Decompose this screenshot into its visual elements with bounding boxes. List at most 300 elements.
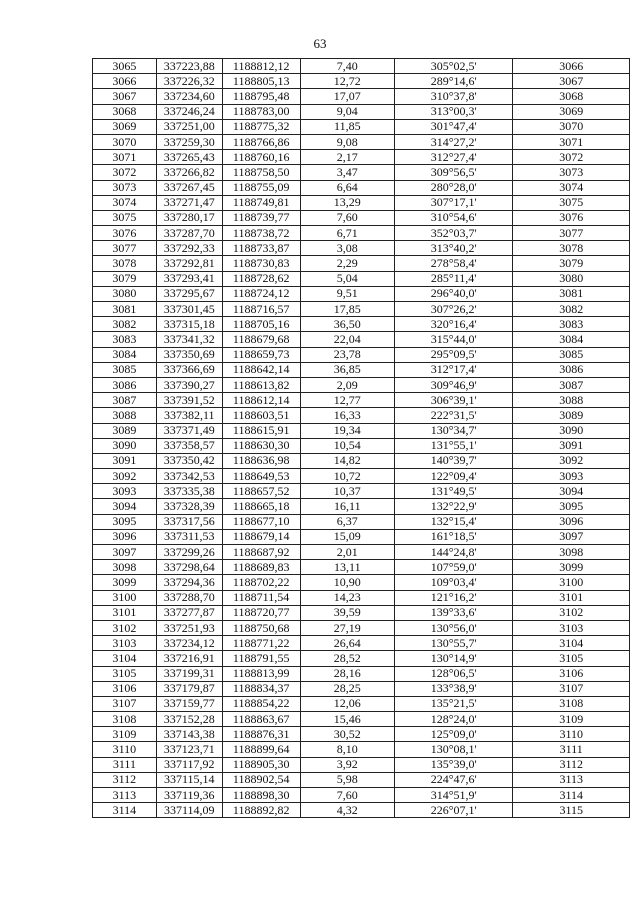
table-row: [93, 332, 630, 347]
point-from-cell: 3082: [93, 317, 157, 332]
table-row: [93, 180, 630, 195]
bearing-cell: 289°14,6': [394, 74, 513, 89]
x-coordinate-cell: 337311,53: [156, 529, 222, 544]
point-from-cell: 3074: [93, 195, 157, 210]
bearing-cell: 125°09,0': [394, 727, 513, 742]
x-coordinate-cell: 337350,42: [156, 453, 222, 468]
table-row: [93, 742, 630, 757]
bearing-cell: 130°34,7': [394, 423, 513, 438]
point-from-cell: 3111: [93, 757, 157, 772]
y-coordinate-cell: 1188876,31: [222, 727, 300, 742]
x-coordinate-cell: 337292,33: [156, 241, 222, 256]
distance-cell: 19,34: [300, 423, 394, 438]
point-from-cell: 3088: [93, 408, 157, 423]
y-coordinate-cell: 1188739,77: [222, 210, 300, 225]
table-row: [93, 499, 630, 514]
point-to-cell: 3095: [513, 499, 630, 514]
distance-cell: 7,60: [300, 210, 394, 225]
table-row: [93, 74, 630, 89]
point-from-cell: 3070: [93, 134, 157, 149]
distance-cell: 17,85: [300, 302, 394, 317]
x-coordinate-cell: 337287,70: [156, 226, 222, 241]
y-coordinate-cell: 1188834,37: [222, 681, 300, 696]
distance-cell: 3,47: [300, 165, 394, 180]
point-from-cell: 3087: [93, 393, 157, 408]
point-to-cell: 3093: [513, 469, 630, 484]
distance-cell: 10,72: [300, 469, 394, 484]
point-from-cell: 3065: [93, 59, 157, 74]
x-coordinate-cell: 337119,36: [156, 788, 222, 803]
bearing-cell: 278°58,4': [394, 256, 513, 271]
point-to-cell: 3087: [513, 377, 630, 392]
point-to-cell: 3081: [513, 286, 630, 301]
x-coordinate-cell: 337295,67: [156, 286, 222, 301]
table-row: [93, 393, 630, 408]
table-row: [93, 302, 630, 317]
bearing-cell: 285°11,4': [394, 271, 513, 286]
distance-cell: 12,77: [300, 393, 394, 408]
distance-cell: 26,64: [300, 636, 394, 651]
bearing-cell: 307°17,1': [394, 195, 513, 210]
x-coordinate-cell: 337152,28: [156, 712, 222, 727]
bearing-cell: 130°08,1': [394, 742, 513, 757]
table-row: [93, 651, 630, 666]
point-from-cell: 3089: [93, 423, 157, 438]
table-row: [93, 241, 630, 256]
x-coordinate-cell: 337371,49: [156, 423, 222, 438]
distance-cell: 9,04: [300, 104, 394, 119]
point-from-cell: 3066: [93, 74, 157, 89]
x-coordinate-cell: 337259,30: [156, 134, 222, 149]
point-from-cell: 3095: [93, 514, 157, 529]
distance-cell: 8,10: [300, 742, 394, 757]
point-to-cell: 3091: [513, 438, 630, 453]
bearing-cell: 312°27,4': [394, 150, 513, 165]
point-from-cell: 3101: [93, 605, 157, 620]
point-to-cell: 3082: [513, 302, 630, 317]
point-from-cell: 3097: [93, 545, 157, 560]
distance-cell: 11,85: [300, 119, 394, 134]
point-from-cell: 3086: [93, 377, 157, 392]
point-from-cell: 3078: [93, 256, 157, 271]
distance-cell: 2,17: [300, 150, 394, 165]
bearing-cell: 135°21,5': [394, 696, 513, 711]
table-row: [93, 590, 630, 605]
point-to-cell: 3114: [513, 788, 630, 803]
point-from-cell: 3093: [93, 484, 157, 499]
x-coordinate-cell: 337267,45: [156, 180, 222, 195]
y-coordinate-cell: 1188630,30: [222, 438, 300, 453]
y-coordinate-cell: 1188775,32: [222, 119, 300, 134]
distance-cell: 27,19: [300, 620, 394, 635]
distance-cell: 12,06: [300, 696, 394, 711]
point-from-cell: 3108: [93, 712, 157, 727]
y-coordinate-cell: 1188728,62: [222, 271, 300, 286]
distance-cell: 16,11: [300, 499, 394, 514]
distance-cell: 2,29: [300, 256, 394, 271]
point-to-cell: 3066: [513, 59, 630, 74]
y-coordinate-cell: 1188716,57: [222, 302, 300, 317]
bearing-cell: 109°03,4': [394, 575, 513, 590]
point-from-cell: 3092: [93, 469, 157, 484]
point-from-cell: 3067: [93, 89, 157, 104]
table-row: [93, 545, 630, 560]
point-from-cell: 3113: [93, 788, 157, 803]
x-coordinate-cell: 337298,64: [156, 560, 222, 575]
x-coordinate-cell: 337266,82: [156, 165, 222, 180]
x-coordinate-cell: 337271,47: [156, 195, 222, 210]
table-row: [93, 226, 630, 241]
y-coordinate-cell: 1188758,50: [222, 165, 300, 180]
table-row: [93, 134, 630, 149]
y-coordinate-cell: 1188657,52: [222, 484, 300, 499]
bearing-cell: 128°24,0': [394, 712, 513, 727]
bearing-cell: 132°22,9': [394, 499, 513, 514]
table-row: [93, 529, 630, 544]
x-coordinate-cell: 337350,69: [156, 347, 222, 362]
bearing-cell: 352°03,7': [394, 226, 513, 241]
x-coordinate-cell: 337315,18: [156, 317, 222, 332]
distance-cell: 30,52: [300, 727, 394, 742]
point-to-cell: 3101: [513, 590, 630, 605]
x-coordinate-cell: 337288,70: [156, 590, 222, 605]
point-from-cell: 3073: [93, 180, 157, 195]
x-coordinate-cell: 337123,71: [156, 742, 222, 757]
point-from-cell: 3106: [93, 681, 157, 696]
y-coordinate-cell: 1188705,16: [222, 317, 300, 332]
x-coordinate-cell: 337292,81: [156, 256, 222, 271]
distance-cell: 5,98: [300, 772, 394, 787]
point-from-cell: 3090: [93, 438, 157, 453]
distance-cell: 14,82: [300, 453, 394, 468]
x-coordinate-cell: 337159,77: [156, 696, 222, 711]
table-body: [93, 59, 630, 818]
distance-cell: 39,59: [300, 605, 394, 620]
point-to-cell: 3108: [513, 696, 630, 711]
point-to-cell: 3072: [513, 150, 630, 165]
x-coordinate-cell: 337280,17: [156, 210, 222, 225]
bearing-cell: 313°00,3': [394, 104, 513, 119]
distance-cell: 3,92: [300, 757, 394, 772]
point-to-cell: 3099: [513, 560, 630, 575]
x-coordinate-cell: 337179,87: [156, 681, 222, 696]
point-from-cell: 3071: [93, 150, 157, 165]
table-row: [93, 484, 630, 499]
y-coordinate-cell: 1188863,67: [222, 712, 300, 727]
table-row: [93, 681, 630, 696]
x-coordinate-cell: 337143,38: [156, 727, 222, 742]
bearing-cell: 130°56,0': [394, 620, 513, 635]
point-to-cell: 3110: [513, 727, 630, 742]
distance-cell: 10,37: [300, 484, 394, 499]
point-to-cell: 3107: [513, 681, 630, 696]
y-coordinate-cell: 1188613,82: [222, 377, 300, 392]
y-coordinate-cell: 1188687,92: [222, 545, 300, 560]
y-coordinate-cell: 1188636,98: [222, 453, 300, 468]
point-to-cell: 3102: [513, 605, 630, 620]
x-coordinate-cell: 337251,93: [156, 620, 222, 635]
point-from-cell: 3084: [93, 347, 157, 362]
distance-cell: 17,07: [300, 89, 394, 104]
y-coordinate-cell: 1188791,55: [222, 651, 300, 666]
bearing-cell: 132°15,4': [394, 514, 513, 529]
x-coordinate-cell: 337251,00: [156, 119, 222, 134]
bearing-cell: 314°51,9': [394, 788, 513, 803]
y-coordinate-cell: 1188615,91: [222, 423, 300, 438]
x-coordinate-cell: 337328,39: [156, 499, 222, 514]
x-coordinate-cell: 337382,11: [156, 408, 222, 423]
point-to-cell: 3070: [513, 119, 630, 134]
point-to-cell: 3080: [513, 271, 630, 286]
distance-cell: 5,04: [300, 271, 394, 286]
bearing-cell: 133°38,9': [394, 681, 513, 696]
x-coordinate-cell: 337277,87: [156, 605, 222, 620]
table-row: [93, 438, 630, 453]
x-coordinate-cell: 337265,43: [156, 150, 222, 165]
bearing-cell: 222°31,5': [394, 408, 513, 423]
distance-cell: 22,04: [300, 332, 394, 347]
distance-cell: 28,16: [300, 666, 394, 681]
y-coordinate-cell: 1188805,13: [222, 74, 300, 89]
table-row: [93, 347, 630, 362]
y-coordinate-cell: 1188738,72: [222, 226, 300, 241]
point-to-cell: 3097: [513, 529, 630, 544]
point-from-cell: 3081: [93, 302, 157, 317]
page-number: 63: [313, 36, 327, 51]
bearing-cell: 310°37,8': [394, 89, 513, 104]
x-coordinate-cell: 337199,31: [156, 666, 222, 681]
table-row: [93, 165, 630, 180]
y-coordinate-cell: 1188812,12: [222, 59, 300, 74]
y-coordinate-cell: 1188702,22: [222, 575, 300, 590]
y-coordinate-cell: 1188679,68: [222, 332, 300, 347]
table-row: [93, 271, 630, 286]
point-to-cell: 3079: [513, 256, 630, 271]
distance-cell: 6,37: [300, 514, 394, 529]
table-row: [93, 362, 630, 377]
bearing-cell: 309°56,5': [394, 165, 513, 180]
point-to-cell: 3078: [513, 241, 630, 256]
table-row: [93, 712, 630, 727]
x-coordinate-cell: 337117,92: [156, 757, 222, 772]
point-to-cell: 3085: [513, 347, 630, 362]
distance-cell: 9,08: [300, 134, 394, 149]
distance-cell: 9,51: [300, 286, 394, 301]
point-from-cell: 3085: [93, 362, 157, 377]
distance-cell: 6,64: [300, 180, 394, 195]
y-coordinate-cell: 1188755,09: [222, 180, 300, 195]
point-from-cell: 3068: [93, 104, 157, 119]
distance-cell: 13,29: [300, 195, 394, 210]
distance-cell: 10,90: [300, 575, 394, 590]
point-from-cell: 3098: [93, 560, 157, 575]
point-from-cell: 3083: [93, 332, 157, 347]
point-to-cell: 3088: [513, 393, 630, 408]
bearing-cell: 315°44,0': [394, 332, 513, 347]
bearing-cell: 224°47,6': [394, 772, 513, 787]
bearing-cell: 130°14,9': [394, 651, 513, 666]
table-row: [93, 696, 630, 711]
point-from-cell: 3099: [93, 575, 157, 590]
table-row: [93, 560, 630, 575]
x-coordinate-cell: 337294,36: [156, 575, 222, 590]
point-to-cell: 3098: [513, 545, 630, 560]
table-row: [93, 104, 630, 119]
y-coordinate-cell: 1188642,14: [222, 362, 300, 377]
x-coordinate-cell: 337234,60: [156, 89, 222, 104]
table-row: [93, 727, 630, 742]
x-coordinate-cell: 337246,24: [156, 104, 222, 119]
point-from-cell: 3079: [93, 271, 157, 286]
point-to-cell: 3084: [513, 332, 630, 347]
point-to-cell: 3115: [513, 803, 630, 818]
bearing-cell: 296°40,0': [394, 286, 513, 301]
bearing-cell: 135°39,0': [394, 757, 513, 772]
point-from-cell: 3103: [93, 636, 157, 651]
table-row: [93, 514, 630, 529]
point-to-cell: 3068: [513, 89, 630, 104]
distance-cell: 13,11: [300, 560, 394, 575]
point-from-cell: 3114: [93, 803, 157, 818]
point-to-cell: 3074: [513, 180, 630, 195]
x-coordinate-cell: 337115,14: [156, 772, 222, 787]
point-to-cell: 3094: [513, 484, 630, 499]
y-coordinate-cell: 1188665,18: [222, 499, 300, 514]
bearing-cell: 107°59,0': [394, 560, 513, 575]
table-row: [93, 119, 630, 134]
y-coordinate-cell: 1188899,64: [222, 742, 300, 757]
y-coordinate-cell: 1188612,14: [222, 393, 300, 408]
table-row: [93, 59, 630, 74]
point-to-cell: 3112: [513, 757, 630, 772]
bearing-cell: 309°46,9': [394, 377, 513, 392]
bearing-cell: 320°16,4': [394, 317, 513, 332]
y-coordinate-cell: 1188659,73: [222, 347, 300, 362]
point-to-cell: 3076: [513, 210, 630, 225]
distance-cell: 7,60: [300, 788, 394, 803]
bearing-cell: 121°16,2': [394, 590, 513, 605]
distance-cell: 2,01: [300, 545, 394, 560]
y-coordinate-cell: 1188854,22: [222, 696, 300, 711]
y-coordinate-cell: 1188892,82: [222, 803, 300, 818]
y-coordinate-cell: 1188898,30: [222, 788, 300, 803]
point-to-cell: 3083: [513, 317, 630, 332]
bearing-cell: 131°49,5': [394, 484, 513, 499]
y-coordinate-cell: 1188649,53: [222, 469, 300, 484]
bearing-cell: 144°24,8': [394, 545, 513, 560]
point-from-cell: 3107: [93, 696, 157, 711]
bearing-cell: 130°55,7': [394, 636, 513, 651]
point-from-cell: 3096: [93, 529, 157, 544]
point-from-cell: 3109: [93, 727, 157, 742]
bearing-cell: 161°18,5': [394, 529, 513, 544]
point-to-cell: 3106: [513, 666, 630, 681]
point-from-cell: 3112: [93, 772, 157, 787]
table-row: [93, 423, 630, 438]
bearing-cell: 307°26,2': [394, 302, 513, 317]
bearing-cell: 313°40,2': [394, 241, 513, 256]
y-coordinate-cell: 1188679,14: [222, 529, 300, 544]
point-from-cell: 3104: [93, 651, 157, 666]
distance-cell: 23,78: [300, 347, 394, 362]
table-row: [93, 408, 630, 423]
bearing-cell: 305°02,5': [394, 59, 513, 74]
y-coordinate-cell: 1188689,83: [222, 560, 300, 575]
table-row: [93, 195, 630, 210]
table-row: [93, 150, 630, 165]
x-coordinate-cell: 337341,32: [156, 332, 222, 347]
point-from-cell: 3075: [93, 210, 157, 225]
y-coordinate-cell: 1188771,22: [222, 636, 300, 651]
bearing-cell: 312°17,4': [394, 362, 513, 377]
y-coordinate-cell: 1188724,12: [222, 286, 300, 301]
y-coordinate-cell: 1188730,83: [222, 256, 300, 271]
point-from-cell: 3076: [93, 226, 157, 241]
point-from-cell: 3080: [93, 286, 157, 301]
y-coordinate-cell: 1188750,68: [222, 620, 300, 635]
point-to-cell: 3103: [513, 620, 630, 635]
point-to-cell: 3113: [513, 772, 630, 787]
bearing-cell: 295°09,5': [394, 347, 513, 362]
point-from-cell: 3102: [93, 620, 157, 635]
table-row: [93, 620, 630, 635]
point-to-cell: 3092: [513, 453, 630, 468]
x-coordinate-cell: 337358,57: [156, 438, 222, 453]
point-from-cell: 3105: [93, 666, 157, 681]
table-row: [93, 210, 630, 225]
x-coordinate-cell: 337223,88: [156, 59, 222, 74]
table-row: [93, 256, 630, 271]
y-coordinate-cell: 1188766,86: [222, 134, 300, 149]
y-coordinate-cell: 1188677,10: [222, 514, 300, 529]
x-coordinate-cell: 337216,91: [156, 651, 222, 666]
table-row: [93, 575, 630, 590]
distance-cell: 28,25: [300, 681, 394, 696]
table-row: [93, 317, 630, 332]
point-from-cell: 3094: [93, 499, 157, 514]
x-coordinate-cell: 337335,38: [156, 484, 222, 499]
point-to-cell: 3090: [513, 423, 630, 438]
table-row: [93, 89, 630, 104]
bearing-cell: 306°39,1': [394, 393, 513, 408]
bearing-cell: 139°33,6': [394, 605, 513, 620]
distance-cell: 36,85: [300, 362, 394, 377]
table-row: [93, 757, 630, 772]
y-coordinate-cell: 1188749,81: [222, 195, 300, 210]
table-row: [93, 605, 630, 620]
distance-cell: 15,09: [300, 529, 394, 544]
point-to-cell: 3104: [513, 636, 630, 651]
x-coordinate-cell: 337317,56: [156, 514, 222, 529]
point-to-cell: 3075: [513, 195, 630, 210]
y-coordinate-cell: 1188711,54: [222, 590, 300, 605]
x-coordinate-cell: 337226,32: [156, 74, 222, 89]
y-coordinate-cell: 1188783,00: [222, 104, 300, 119]
distance-cell: 10,54: [300, 438, 394, 453]
bearing-cell: 280°28,0': [394, 180, 513, 195]
table-row: [93, 469, 630, 484]
x-coordinate-cell: 337391,52: [156, 393, 222, 408]
point-to-cell: 3111: [513, 742, 630, 757]
y-coordinate-cell: 1188760,16: [222, 150, 300, 165]
point-to-cell: 3073: [513, 165, 630, 180]
point-to-cell: 3071: [513, 134, 630, 149]
point-to-cell: 3089: [513, 408, 630, 423]
bearing-cell: 314°27,2': [394, 134, 513, 149]
table-row: [93, 788, 630, 803]
y-coordinate-cell: 1188813,99: [222, 666, 300, 681]
table-row: [93, 636, 630, 651]
